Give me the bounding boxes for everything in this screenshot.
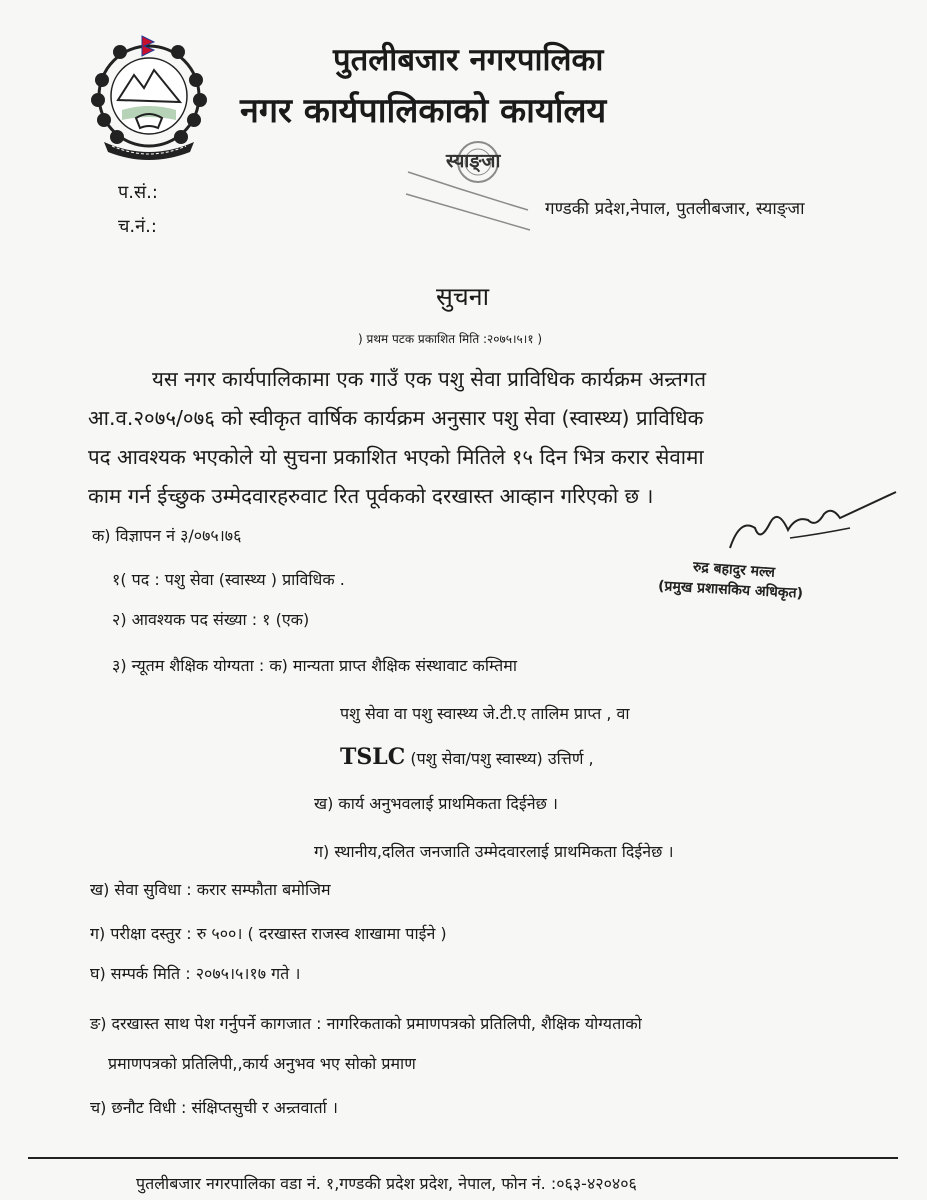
qualification-local-priority: ग) स्थानीय,दलित जनजाति उम्मेदवारलाई प्राथमिकता दिईनेछ ।	[314, 842, 674, 861]
reference-number-label: प.सं.:	[118, 182, 158, 203]
body-line: काम गर्न ईच्छुक उम्मेदवारहरुवाट रित पूर्वकको दरखास्त आव्हान गरिएको छ ।	[88, 484, 654, 508]
qualification-line: पशु सेवा वा पशु स्वास्थ्य जे.टी.ए तालिम प्राप्त , वा	[340, 704, 630, 723]
exam-fee: ग) परीक्षा दस्तुर : रु ५००। ( दरखास्त राजस्व शाखामा पाईने )	[90, 924, 447, 943]
district-label: स्याङ्जा	[446, 150, 501, 172]
qualification-tslc-line	[340, 744, 594, 770]
notice-heading: सुचना	[436, 282, 490, 311]
body-line: आ.व.२०७५/०७६ को स्वीकृत वार्षिक कार्यक्रम अनुसार पशु सेवा (स्वास्थ्य) प्राविधिक	[88, 406, 704, 430]
body-line: यस नगर कार्यपालिकामा एक गाउँ एक पशु सेवा प्राविधिक कार्यक्रम अन्र्तगत	[152, 367, 707, 391]
signatory-title: (प्रमुख प्रशासकिय अधिकृत)	[657, 578, 804, 602]
service-facility: ख) सेवा सुविधा : करार सम्फौता बमोजिम	[90, 880, 331, 899]
nepal-emblem-icon	[82, 30, 216, 162]
selection-method: च) छनौट विधी : संक्षिप्तसुची र अन्र्तवार्ता ।	[90, 1098, 338, 1117]
footer-divider	[28, 1157, 898, 1159]
required-documents-continued: प्रमाणपत्रको प्रतिलिपी,,कार्य अनुभव भए सोको प्रमाण	[108, 1054, 416, 1073]
body-line: पद आवश्यक भएकोले यो सुचना प्रकाशित भएको मितिले १५ दिन भित्र करार सेवामा	[88, 445, 704, 469]
post-name: १( पद : पशु सेवा (स्वास्थ्य ) प्राविधिक .	[112, 570, 345, 589]
advertisement-number: क) विज्ञापन नं ३/०७५।७६	[92, 526, 242, 545]
post-count: २) आवश्यक पद संख्या : १ (एक)	[112, 610, 310, 629]
municipality-name: पुतलीबजार नगरपालिका	[333, 42, 604, 78]
contact-date: घ) सम्पर्क मिति : २०७५।५।१७ गते ।	[90, 964, 301, 983]
office-name: नगर कार्यपालिकाको कार्यालय	[240, 91, 607, 131]
footer-address: पुतलीबजार नगरपालिका वडा नं. १,गण्डकी प्रदेश प्रदेश, नेपाल, फोन नं. :०६३-४२०४०६	[136, 1174, 637, 1193]
signatory-name: रुद्र बहादुर मल्ल	[692, 559, 776, 581]
qualification-experience: ख) कार्य अनुभवलाई प्राथमिकता दिईनेछ ।	[314, 794, 558, 813]
required-documents: ङ) दरखास्त साथ पेश गर्नुपर्ने कागजात : नागरिकताको प्रमाणपत्रको प्रतिलिपी, शैक्षिक योग्यताको	[90, 1014, 642, 1033]
dispatch-number-label: च.नं.:	[118, 216, 157, 237]
qualification-tslc-rest: (पशु सेवा/पशु स्वास्थ्य) उत्तिर्ण ,	[405, 749, 594, 768]
signature-icon	[700, 488, 900, 563]
office-address: गण्डकी प्रदेश,नेपाल, पुतलीबजार, स्याङ्जा	[545, 199, 805, 219]
qualification-heading: ३) न्यूतम शैक्षिक योग्यता : क) मान्यता प्राप्त शैक्षिक संस्थावाट कम्तिमा	[112, 656, 517, 675]
tslc-label: TSLC	[340, 744, 406, 770]
published-date: ) प्रथम पटक प्रकाशित मिति :२०७५।५।१ )	[358, 332, 543, 346]
